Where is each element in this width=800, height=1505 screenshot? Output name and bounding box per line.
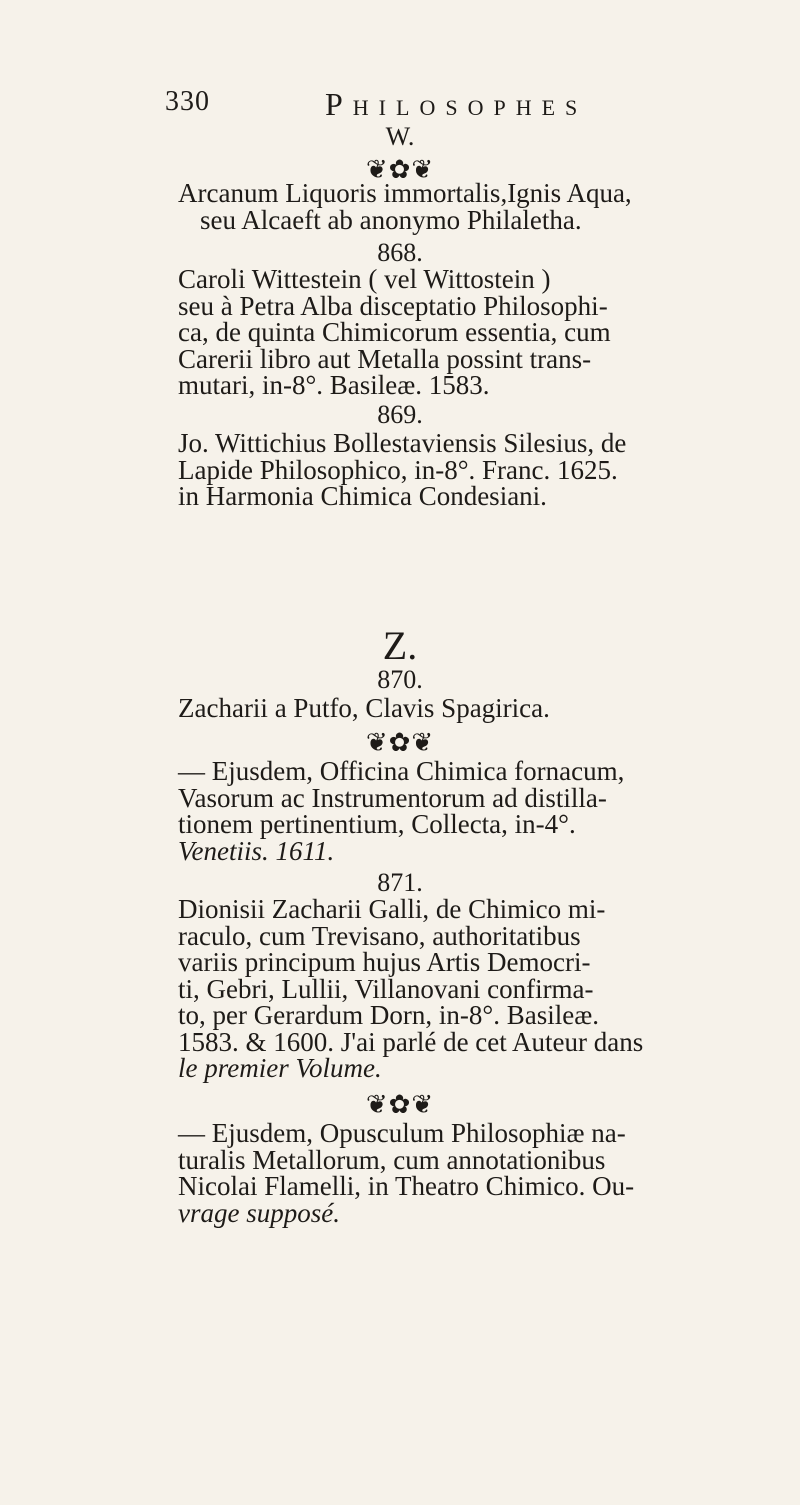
entry-arcanum xyxy=(178,180,768,233)
entry-line: ca, de quinta Chimicorum essentia, cum xyxy=(178,317,611,347)
entry-868 xyxy=(178,266,768,399)
ornament-icon: ❦✿❦ xyxy=(365,728,435,757)
entry-ejusdem-officina xyxy=(178,758,768,864)
page-number: 330 xyxy=(165,86,210,117)
entry-line: Vasorum ac Instrumentorum ad distilla- xyxy=(178,782,607,813)
entry-871 xyxy=(178,896,768,1082)
entry-line: mutari, in-8°. Basileæ. 1583. xyxy=(178,370,490,400)
entry-line: Venetiis. 1611. xyxy=(178,835,335,866)
entry-line: variis principum hujus Artis Democri- xyxy=(178,947,591,977)
entry-line: seu Alcaeft ab anonymo Philaletha. xyxy=(200,204,582,235)
entry-ejusdem-opusculum xyxy=(178,1120,768,1226)
entry-line: — Ejusdem, Officina Chimica fornacum, xyxy=(178,756,625,786)
entry-line: tionem pertinentium, Collecta, in-4°. xyxy=(178,809,576,839)
entry-line: Arcanum Liquoris immortalis,Ignis Aqua, xyxy=(178,178,632,208)
entry-line: le premier Volume. xyxy=(178,1053,382,1083)
ornament-icon: ❦✿❦ xyxy=(365,155,435,184)
entry-line: — Ejusdem, Opusculum Philosophiæ na- xyxy=(178,1118,626,1148)
entry-number: 870. xyxy=(377,665,423,694)
section-letter-z: Z. xyxy=(382,623,418,668)
entry-line: raculo, cum Trevisano, authoritatibus xyxy=(178,920,581,951)
entry-line: in Harmonia Chimica Condesiani. xyxy=(178,481,547,511)
entry-line: seu à Petra Alba disceptatio Philosophi- xyxy=(178,290,608,321)
entry-line: Lapide Philosophico, in-8°. Franc. 1625. xyxy=(178,454,618,485)
entry-line: to, per Gerardum Dorn, in-8°. Basileæ. xyxy=(178,1000,599,1030)
ornament-icon: ❦✿❦ xyxy=(365,1090,435,1119)
section-letter-w: W. xyxy=(385,122,415,151)
running-head: Philosophes xyxy=(325,86,588,122)
entry-line: Dionisii Zacharii Galli, de Chimico mi- xyxy=(178,894,606,924)
entry-line: Zacharii a Putfo, Clavis Spagirica. xyxy=(178,693,550,723)
entry-line: Jo. Wittichius Bollestaviensis Silesius, de xyxy=(178,428,627,458)
entry-line: Carerii libro aut Metalla possint trans- xyxy=(178,343,592,374)
entry-line: vrage supposé. xyxy=(178,1197,340,1228)
entry-869 xyxy=(178,430,768,510)
entry-line: turalis Metallorum, cum annotationibus xyxy=(178,1144,606,1175)
entry-number: 869. xyxy=(377,400,423,429)
entry-line: Caroli Wittestein ( vel Wittostein ) xyxy=(178,264,551,294)
entry-line: 1583. & 1600. J'ai parlé de cet Auteur dans xyxy=(178,1026,644,1057)
entry-870 xyxy=(178,695,768,722)
entry-number: 868. xyxy=(377,238,423,267)
entry-line: Nicolai Flamelli, in Theatro Chimico. Ou- xyxy=(178,1171,635,1201)
page-header xyxy=(165,86,765,126)
entry-line: ti, Gebri, Lullii, Villanovani confirma- xyxy=(178,973,594,1004)
entry-number: 871. xyxy=(377,868,423,897)
